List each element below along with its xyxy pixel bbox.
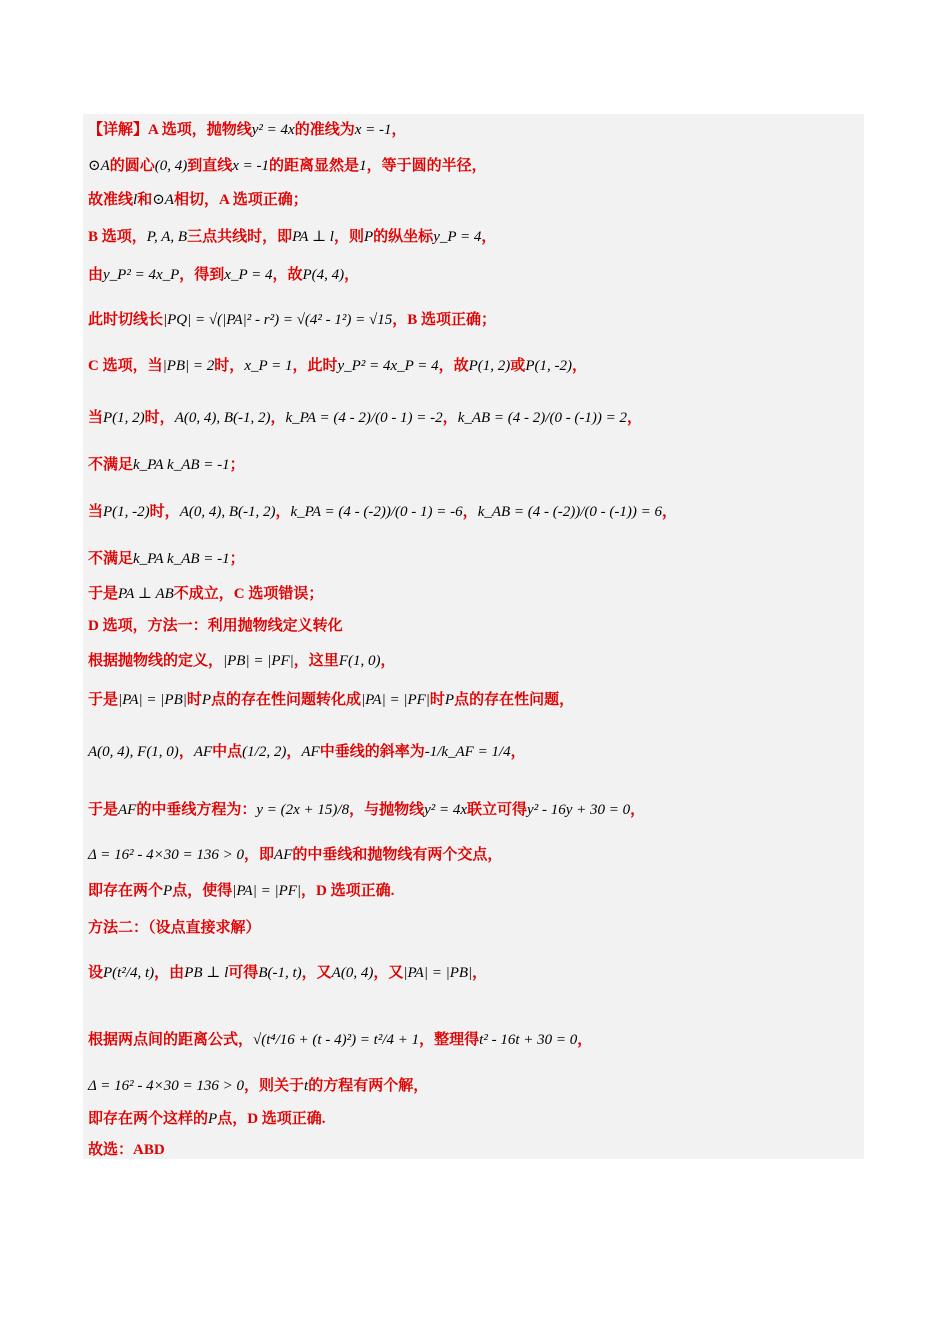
math-expression: Δ = 16² - 4×30 = 136 > 0: [88, 1078, 245, 1094]
math-expression: k_PA = (4 - 2)/(0 - 1) = -2: [285, 410, 443, 426]
solution-text-segment: ，: [178, 744, 194, 760]
math-expression: (0, 4): [154, 158, 188, 174]
solution-text-segment: 不满足: [88, 551, 134, 567]
solution-line: [88, 651, 395, 671]
solution-line: [88, 310, 496, 330]
math-expression: t: [304, 1078, 309, 1094]
solution-line: [88, 455, 245, 475]
solution-line: [88, 227, 496, 247]
math-expression: B(-1, t): [258, 965, 302, 981]
math-expression: √(t⁴/16 + (t - 4)²) = t²/4 + 1: [253, 1032, 420, 1048]
solution-text-segment: ，: [510, 744, 526, 760]
solution-line: [88, 845, 502, 865]
math-expression: PA ⊥ AB: [118, 586, 174, 602]
math-expression: ⊙A: [152, 192, 174, 208]
solution-text-segment: 时，: [144, 410, 175, 426]
solution-text-segment: ，故: [438, 358, 469, 374]
math-expression: y² - 16y + 30 = 0: [527, 802, 631, 818]
solution-text-segment: 时，: [214, 358, 245, 374]
solution-text-segment: ，又: [301, 965, 332, 981]
solution-text-segment: D 选项，方法一：利用抛物线定义转化: [88, 618, 343, 634]
solution-line: [88, 190, 308, 210]
solution-text-segment: 即存在两个: [88, 883, 164, 899]
math-expression: y_P² = 4x_P = 4: [337, 358, 439, 374]
solution-text-segment: 时: [186, 692, 202, 708]
solution-text-segment: 中垂线的斜率为: [319, 744, 425, 760]
math-expression: ⊙A: [88, 158, 110, 174]
math-expression: P: [444, 692, 455, 708]
math-expression: k_AB = (4 - (-2))/(0 - (-1)) = 6: [477, 504, 663, 520]
solution-text-segment: 于是: [88, 586, 119, 602]
solution-text-segment: 的距离显然是: [269, 158, 360, 174]
solution-text-segment: ，与抛物线: [349, 802, 425, 818]
solution-text-segment: B 选项，: [88, 229, 147, 245]
math-expression: y = (2x + 15)/8: [256, 802, 350, 818]
solution-line: [88, 1030, 592, 1050]
solution-text-segment: 时，: [149, 504, 180, 520]
math-expression: |PB| = |PF|: [223, 653, 294, 669]
solution-text-segment: ，: [481, 229, 497, 245]
solution-text-segment: ，得到: [179, 267, 225, 283]
solution-line: [88, 616, 343, 636]
math-expression: k_PA = (4 - (-2))/(0 - 1) = -6: [290, 504, 463, 520]
solution-line: [88, 742, 526, 762]
solution-text-segment: 方法二：（设点直接求解）: [88, 920, 261, 936]
solution-text-segment: 的中垂线方程为：: [136, 802, 257, 818]
solution-line: [88, 963, 487, 983]
solution-line: [88, 265, 359, 285]
solution-text-segment: 或: [510, 358, 526, 374]
math-expression: x_P = 1: [244, 358, 293, 374]
math-expression: A(0, 4), B(-1, 2): [179, 504, 276, 520]
math-expression: |PA| = |PB|: [118, 692, 187, 708]
solution-text-segment: ，则: [333, 229, 364, 245]
math-expression: Δ = 16² - 4×30 = 136 > 0: [88, 847, 245, 863]
solution-text-segment: ，即: [244, 847, 275, 863]
solution-text-segment: 和: [137, 192, 153, 208]
solution-text-segment: ；: [229, 457, 245, 473]
math-expression: A(0, 4), B(-1, 2): [174, 410, 271, 426]
math-expression: PB ⊥ l: [184, 965, 229, 981]
math-expression: F(1, 0): [338, 653, 381, 669]
math-expression: P: [208, 1111, 218, 1127]
solution-text-segment: 时: [429, 692, 445, 708]
solution-line: [88, 1109, 326, 1129]
math-expression: P(1, 2): [468, 358, 511, 374]
math-expression: k_AB = (4 - 2)/(0 - (-1)) = 2: [457, 410, 628, 426]
solution-line: [88, 690, 574, 710]
solution-text-segment: ，D 选项正确.: [301, 883, 395, 899]
solution-line: [88, 800, 645, 820]
solution-text-segment: 可得: [228, 965, 259, 981]
solution-line: [88, 356, 587, 376]
solution-text-segment: 于是: [88, 692, 119, 708]
math-expression: P(1, -2): [525, 358, 572, 374]
solution-text-segment: ，这里: [293, 653, 339, 669]
solution-text-segment: ，: [627, 410, 643, 426]
math-expression: (1/2, 2): [242, 744, 287, 760]
solution-text-segment: 由: [88, 267, 104, 283]
solution-text-segment: ，: [577, 1032, 593, 1048]
solution-text-segment: 到直线: [187, 158, 233, 174]
solution-text-segment: ，则关于: [244, 1078, 305, 1094]
math-expression: P(1, 2): [103, 410, 145, 426]
solution-text-segment: 三点共线时，即: [187, 229, 293, 245]
solution-text-segment: 的中垂线和抛物线有两个交点，: [292, 847, 503, 863]
solution-text-segment: 联立可得: [467, 802, 528, 818]
solution-text-segment: 的圆心: [109, 158, 155, 174]
math-expression: P: [163, 883, 173, 899]
solution-text-segment: 不成立，C 选项错误；: [173, 586, 324, 602]
solution-text-segment: C 选项，当: [88, 358, 163, 374]
math-expression: 1: [359, 158, 367, 174]
solution-line: [88, 881, 394, 901]
solution-line: [88, 584, 323, 604]
math-expression: P(1, -2): [103, 504, 150, 520]
solution-text-segment: 相切，A 选项正确；: [173, 192, 308, 208]
math-expression: A(0, 4), F(1, 0): [88, 744, 179, 760]
math-expression: A(0, 4): [331, 965, 374, 981]
solution-text-segment: 故选：ABD: [88, 1142, 165, 1158]
solution-line: [88, 120, 407, 140]
solution-text-segment: 根据抛物线的定义，: [88, 653, 224, 669]
solution-line: [88, 502, 677, 522]
solution-text-segment: ，: [391, 122, 407, 138]
solution-text-segment: ，等于圆的半径，: [366, 158, 487, 174]
math-expression: P(t²/4, t): [103, 965, 155, 981]
math-expression: y_P = 4: [433, 229, 482, 245]
solution-text-segment: 故准线: [88, 192, 134, 208]
solution-text-segment: 即存在两个这样的: [88, 1111, 209, 1127]
math-expression: PA ⊥ l: [292, 229, 334, 245]
solution-text-segment: 设: [88, 965, 104, 981]
solution-text-segment: 当: [88, 504, 104, 520]
solution-line: [88, 549, 245, 569]
math-expression: k_PA k_AB = -1: [133, 551, 230, 567]
solution-line: [88, 1140, 165, 1160]
solution-text-segment: 不满足: [88, 457, 134, 473]
math-expression: k_PA k_AB = -1: [133, 457, 230, 473]
math-expression: t² - 16t + 30 = 0: [479, 1032, 578, 1048]
solution-text-segment: ，: [270, 410, 286, 426]
solution-text-segment: 点，D 选项正确.: [217, 1111, 326, 1127]
solution-text-segment: ，整理得: [419, 1032, 480, 1048]
math-expression: |PA| = |PF|: [232, 883, 302, 899]
solution-text-segment: ，此时: [292, 358, 338, 374]
math-expression: P(4, 4): [302, 267, 345, 283]
solution-text-segment: 中点: [212, 744, 243, 760]
solution-text-segment: ；: [229, 551, 245, 567]
solution-text-segment: ，: [442, 410, 458, 426]
solution-text-segment: 的纵坐标: [373, 229, 434, 245]
solution-text-segment: ，: [472, 965, 488, 981]
solution-text-segment: ，: [344, 267, 360, 283]
solution-text-segment: 【详解】A 选项，抛物线: [88, 122, 252, 138]
solution-text-segment: ，故: [272, 267, 303, 283]
math-expression: AF: [118, 802, 137, 818]
solution-text-segment: 于是: [88, 802, 119, 818]
solution-text-segment: ，: [630, 802, 646, 818]
solution-text-segment: 点，使得: [172, 883, 233, 899]
math-expression: |PA| = |PB|: [403, 965, 473, 981]
solution-line: [88, 156, 487, 176]
solution-text-segment: ，又: [373, 965, 404, 981]
math-expression: AF: [193, 744, 213, 760]
solution-text-segment: 根据两点间的距离公式，: [88, 1032, 254, 1048]
solution-text-segment: 的方程有两个解，: [308, 1078, 429, 1094]
solution-text-segment: 点的存在性问题转化成: [211, 692, 362, 708]
math-expression: x = -1: [232, 158, 270, 174]
solution-text-segment: ，由: [154, 965, 185, 981]
math-expression: x = -1: [354, 122, 392, 138]
math-expression: AF: [274, 847, 293, 863]
math-expression: P, A, B: [146, 229, 188, 245]
math-expression: P: [364, 229, 374, 245]
solution-text-segment: 此时切线长: [88, 312, 164, 328]
solution-text-segment: ，: [571, 358, 587, 374]
math-expression: l: [133, 192, 138, 208]
math-expression: P: [201, 692, 212, 708]
solution-line: [88, 408, 642, 428]
math-expression: -1/k_AF = 1/4: [424, 744, 511, 760]
math-expression: y² = 4x: [424, 802, 468, 818]
math-expression: AF: [301, 744, 320, 760]
math-expression: x_P = 4: [224, 267, 273, 283]
solution-text-segment: 当: [88, 410, 104, 426]
solution-text-segment: ，: [462, 504, 478, 520]
solution-text-segment: ，B 选项正确；: [392, 312, 497, 328]
math-expression: |PQ| = √(|PA|² - r²) = √(4² - 1²) = √15: [163, 312, 393, 328]
solution-text-segment: ，: [662, 504, 678, 520]
solution-text-segment: 的准线为: [294, 122, 355, 138]
solution-line: [88, 918, 261, 938]
solution-line: [88, 1076, 428, 1096]
math-expression: |PA| = |PF|: [361, 692, 430, 708]
math-expression: y_P² = 4x_P: [103, 267, 180, 283]
solution-text-segment: ，: [275, 504, 291, 520]
math-expression: |PB| = 2: [162, 358, 215, 374]
math-expression: y² = 4x: [251, 122, 295, 138]
solution-text-segment: 点的存在性问题，: [454, 692, 575, 708]
solution-text-segment: ，: [380, 653, 396, 669]
solution-text-segment: ，: [286, 744, 302, 760]
